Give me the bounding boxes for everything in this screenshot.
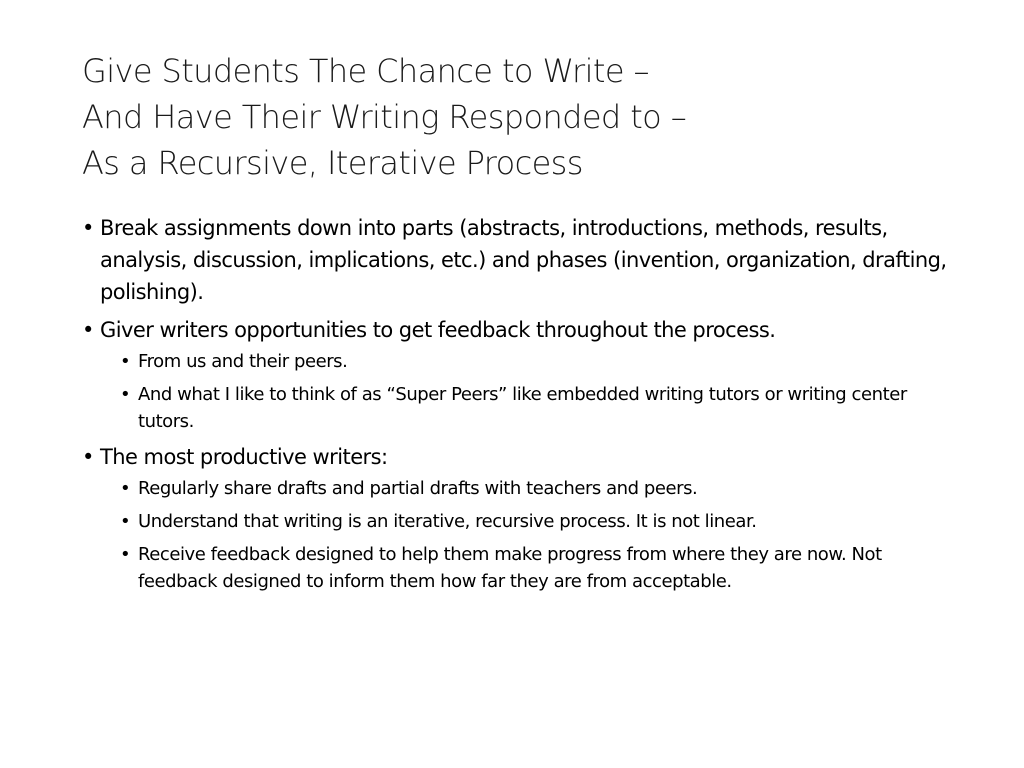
bullet-dot-icon: • bbox=[120, 351, 131, 372]
sub-bullet-item bbox=[120, 348, 962, 375]
bullet-dot-icon: • bbox=[120, 544, 131, 565]
bullet-text: Giver writers opportunities to get feedback throughout the process. bbox=[100, 318, 776, 342]
bullet-text: The most productive writers: bbox=[100, 445, 388, 469]
sub-bullet-text: And what I like to think of as “Super Peers” like embedded writing tutors or writing center tutors. bbox=[138, 384, 907, 432]
sub-bullet-item bbox=[120, 381, 962, 435]
bullet-dot-icon: • bbox=[120, 511, 131, 532]
bullet-dot-icon: • bbox=[82, 216, 94, 240]
sub-bullet-list bbox=[120, 475, 962, 595]
title-line-1: Give Students The Chance to Write – bbox=[82, 52, 649, 90]
bullet-item-3 bbox=[82, 441, 962, 595]
bullet-item-2 bbox=[82, 314, 962, 435]
sub-bullet-text: From us and their peers. bbox=[138, 351, 348, 372]
slide-title bbox=[82, 48, 982, 186]
bullet-item-1 bbox=[82, 212, 962, 308]
slide-body bbox=[82, 212, 962, 601]
bullet-list bbox=[82, 212, 962, 595]
title-line-3: As a Recursive, Iterative Process bbox=[82, 144, 583, 182]
bullet-dot-icon: • bbox=[120, 478, 131, 499]
sub-bullet-text: Receive feedback designed to help them make progress from where they are now. Not feedback designed to inform them how far they are from acceptable. bbox=[138, 544, 882, 592]
sub-bullet-list bbox=[120, 348, 962, 435]
sub-bullet-text: Understand that writing is an iterative, recursive process. It is not linear. bbox=[138, 511, 757, 532]
bullet-text: Break assignments down into parts (abstracts, introductions, methods, results, analysis, discussion, implications, etc.) and phases (invention, organization, drafting, polishing). bbox=[100, 216, 947, 304]
sub-bullet-item bbox=[120, 508, 962, 535]
bullet-dot-icon: • bbox=[82, 445, 94, 469]
sub-bullet-item bbox=[120, 475, 962, 502]
title-line-2: And Have Their Writing Responded to – bbox=[82, 98, 687, 136]
sub-bullet-item bbox=[120, 541, 962, 595]
bullet-dot-icon: • bbox=[82, 318, 94, 342]
sub-bullet-text: Regularly share drafts and partial drafts with teachers and peers. bbox=[138, 478, 698, 499]
bullet-dot-icon: • bbox=[120, 384, 131, 405]
